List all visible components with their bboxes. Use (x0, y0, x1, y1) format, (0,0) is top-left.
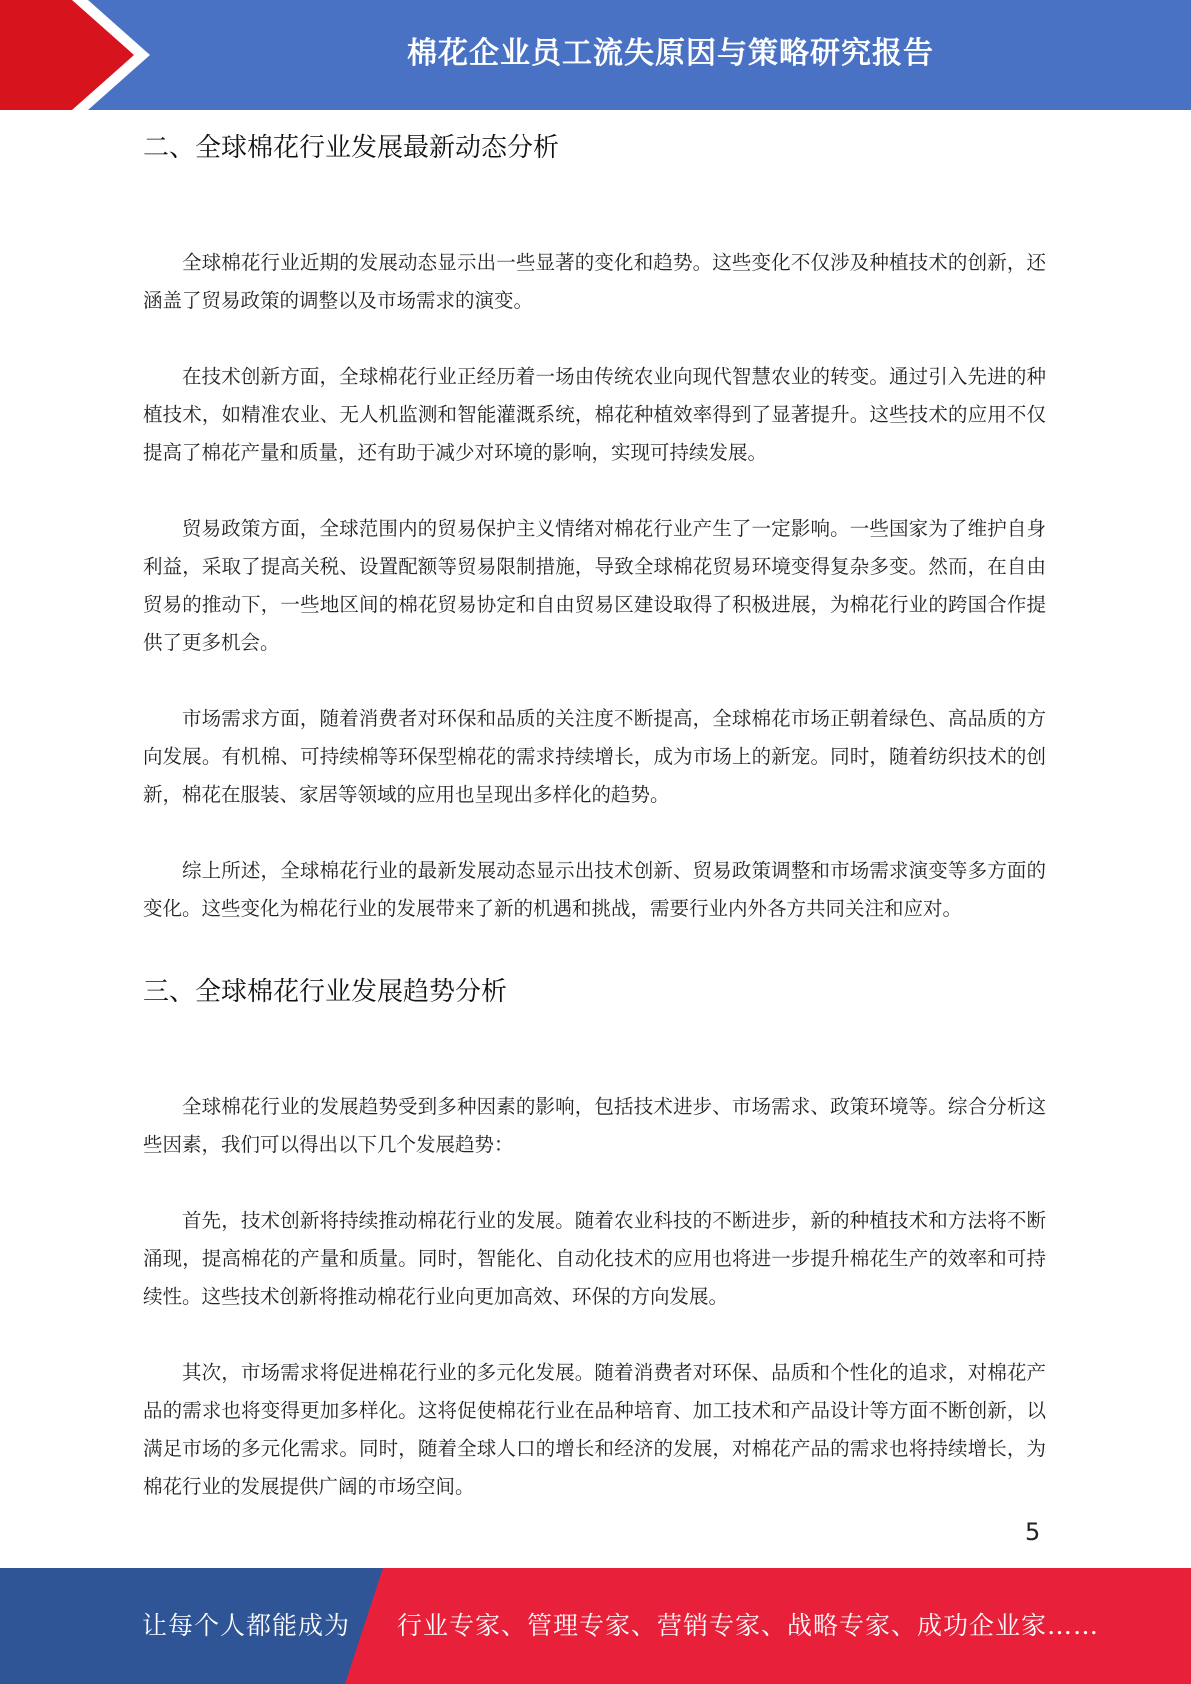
paragraph: 其次，市场需求将促进棉花行业的多元化发展。随着消费者对环保、品质和个性化的追求，对棉花产品的需求也将变得更加多样化。这将促使棉花行业在品种培育、加工技术和产品设计等方面不断创新，以满足市场的多元化需求。同时，随着全球人口的增长和经济的发展，对棉花产品的需求也将持续增长，为棉花行业的发展提供广阔的市场空间。 (143, 1361, 1046, 1498)
paragraph: 全球棉花行业近期的发展动态显示出一些显著的变化和趋势。这些变化不仅涉及种植技术的创新，还涵盖了贸易政策的调整以及市场需求的演变。 (143, 251, 1046, 312)
paragraph: 市场需求方面，随着消费者对环保和品质的关注度不断提高，全球棉花市场正朝着绿色、高品质的方向发展。有机棉、可持续棉等环保型棉花的需求持续增长，成为市场上的新宠。同时，随着纺织技术的创新，棉花在服装、家居等领域的应用也呈现出多样化的趋势。 (143, 707, 1046, 806)
paragraph: 首先，技术创新将持续推动棉花行业的发展。随着农业科技的不断进步，新的种植技术和方法将不断涌现，提高棉花的产量和质量。同时，智能化、自动化技术的应用也将进一步提升棉花生产的效率和可持续性。这些技术创新将推动棉花行业向更加高效、环保的方向发展。 (143, 1209, 1046, 1308)
paragraph: 在技术创新方面，全球棉花行业正经历着一场由传统农业向现代智慧农业的转变。通过引入先进的种植技术，如精准农业、无人机监测和智能灌溉系统，棉花种植效率得到了显著提升。这些技术的应用不仅提高了棉花产量和质量，还有助于减少对环境的影响，实现可持续发展。 (143, 365, 1046, 464)
paragraph: 综上所述，全球棉花行业的最新发展动态显示出技术创新、贸易政策调整和市场需求演变等多方面的变化。这些变化为棉花行业的发展带来了新的机遇和挑战，需要行业内外各方共同关注和应对。 (143, 859, 1046, 920)
page-footer (0, 1568, 1191, 1684)
footer-slogan: 让每个人都能成为 (142, 1611, 351, 1640)
section-title-2: 二、全球棉花行业发展最新动态分析 (143, 133, 560, 163)
page-number: 5 (1025, 1518, 1041, 1546)
paragraph: 贸易政策方面，全球范围内的贸易保护主义情绪对棉花行业产生了一定影响。一些国家为了维护自身利益，采取了提高关税、设置配额等贸易限制措施，导致全球棉花贸易环境变得复杂多变。然而，在自由贸易的推动下，一些地区间的棉花贸易协定和自由贸易区建设取得了积极进展，为棉花行业的跨国合作提供了更多机会。 (143, 517, 1046, 654)
footer-roles: 行业专家、管理专家、营销专家、战略专家、成功企业家…… (397, 1611, 1100, 1640)
page-header (0, 0, 1191, 110)
paragraph: 全球棉花行业的发展趋势受到多种因素的影响，包括技术进步、市场需求、政策环境等。综合分析这些因素，我们可以得出以下几个发展趋势： (143, 1095, 1046, 1156)
section-title-3: 三、全球棉花行业发展趋势分析 (143, 977, 508, 1007)
page-content (143, 128, 1046, 1506)
report-title: 棉花企业员工流失原因与策略研究报告 (407, 36, 934, 71)
